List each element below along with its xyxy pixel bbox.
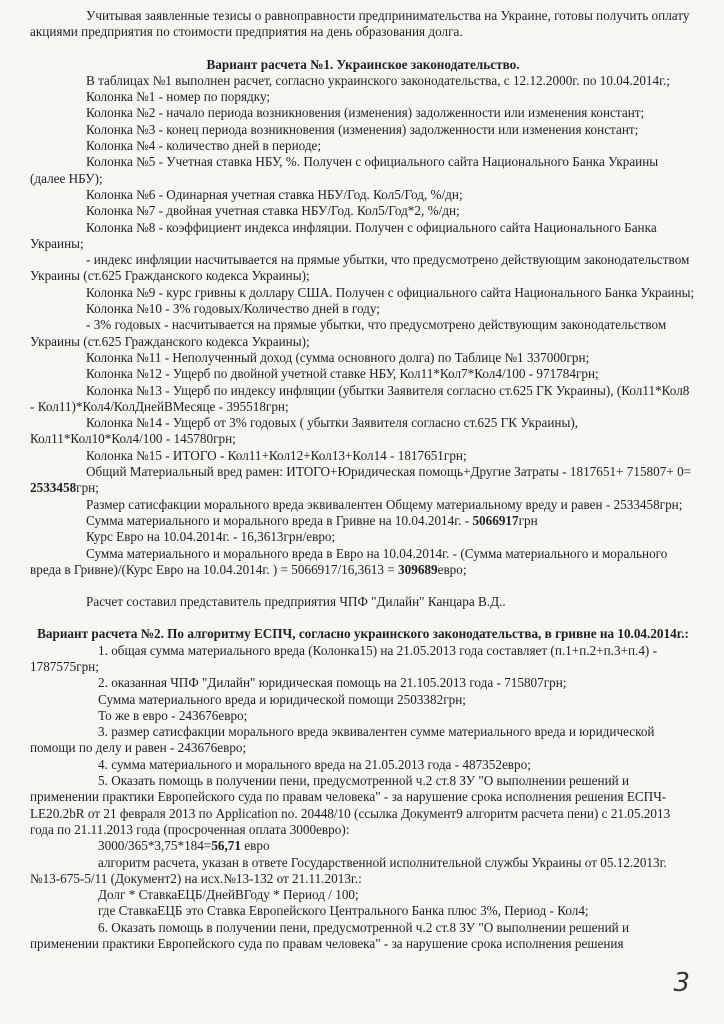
v1-line: Колонка №9 - курс гривны к доллару США. Получен с официального сайта Национального Банка Украины; bbox=[86, 284, 695, 300]
sum-euro-line bbox=[30, 546, 696, 579]
v1-line: Колонка №12 - Ущерб по двойной учетной ставке НБУ, Кол11*Кол7*Кол4/100 - 971784грн; bbox=[86, 366, 599, 382]
v2-item-5: 5. Оказать помощь в получении пени, предусмотренной ч.2 ст.8 ЗУ "О выполнении решений и применении практики Европейского суда по правам человека" - за нарушение срока исполнения решения ЕСПЧ-LE20.2bR от 21 февраля 2013 по Application no. 20448/10 (ссылка Документ9 алгоритм расчета пени) с 21.05.2013 года по 21.11.2013 года (просроченная оплата 3000евро): bbox=[30, 773, 671, 837]
sum-unit: грн bbox=[518, 512, 538, 528]
v2-item-1: 1. общая сумма материального вреда (Колонка15) на 21.05.2013 года составляет (п.1+п.2+п.3+п.4) - 1787575грн; bbox=[30, 642, 658, 674]
formula-text: 3000/365*3,75*184= bbox=[98, 838, 212, 854]
penalty-formula bbox=[30, 838, 696, 854]
v2-item-4: 4. сумма материального и морального вреда на 21.05.2013 года - 487352евро; bbox=[98, 756, 531, 772]
v1-line: Колонка №14 - Ущерб от 3% годовых ( убытки Заявителя согласно ст.625 ГК Украины), Кол11*Кол10*Кол4/100 - 145780грн; bbox=[30, 415, 579, 447]
v1-line: Колонка №8 - коэффициент индекса инфляции. Получен с официального сайта Национального Банка Украины; bbox=[30, 219, 657, 251]
author-line: Расчет составил представитель предприятия ЧПФ "Дилайн" Канцара В.Д.. bbox=[86, 594, 506, 610]
formula-unit: евро bbox=[240, 838, 270, 854]
sum-text: Сумма материального и морального вреда в Гривне на 10.04.2014г. - bbox=[86, 512, 473, 528]
v1-line: Колонка №13 - Ущерб по индексу инфляции (убытки Заявителя согласно ст.625 ГК Украины), (Кол11*Кол8 - Кол11)*Кол4/КолДнейВМесяце - 395518грн; bbox=[30, 382, 690, 414]
v2-item-2: 2. оказанная ЧПФ "Дилайн" юридическая помощь на 21.105.2013 года - 715807грн; bbox=[98, 675, 567, 691]
v2-item-2b: Сумма материального вреда и юридической помощи 2503382грн; bbox=[98, 691, 466, 707]
page-number: 3 bbox=[673, 968, 690, 998]
euro-unit: евро; bbox=[437, 561, 467, 577]
euro-text: Сумма материального и морального вреда в Евро на 10.04.2014г. - (Сумма материального и морального вреда в Гривне)/(Курс Евро на 10.04.2014г. ) = 5066917/16,3613 = bbox=[30, 545, 668, 577]
sum-uah-line bbox=[30, 513, 696, 529]
v2-item-3: 3. размер сатисфакции морального вреда эквивалентен сумме материального вреда и юридической помощи по делу и равен - 243676евро; bbox=[30, 724, 655, 756]
total-text: Общий Материальный вред рамен: ИТОГО+Юридическая помощь+Другие Затраты - 1817651+ 715807+ 0= bbox=[86, 464, 692, 480]
intro-paragraph: Учитывая заявленные тезисы о равноправности предпринимательства на Украине, готовы получить оплату акциями предприятия по стоимости предприятия на день образования долга. bbox=[30, 8, 690, 40]
v1-line: Колонка №10 - 3% годовых/Количество дней в году; bbox=[86, 301, 380, 317]
algorithm-note: алгоритм расчета, указан в ответе Государственной исполнительной службы Украины от 05.12.2013г. №13-675-5/11 (Документ2) на исх.№13-132 от 21.11.2013г.: bbox=[30, 854, 667, 886]
v1-line: В таблицах №1 выполнен расчет, согласно украинского законодательства, с 12.12.2000г. по 10.04.2014г.; bbox=[86, 72, 670, 88]
v1-line: Колонка №3 - конец периода возникновения (изменения) задолженности или изменения констант; bbox=[86, 121, 639, 137]
v1-line: Колонка №11 - Неполученный доход (сумма основного долга) по Таблице №1 337000грн; bbox=[86, 349, 590, 365]
variant2-heading: Вариант расчета №2. По алгоритму ЕСПЧ, согласно украинского законодательства, в гривне на 10.04.2014г.: bbox=[37, 626, 689, 642]
variant1-heading: Вариант расчета №1. Украинское законодательство. bbox=[206, 56, 520, 72]
v1-line: Колонка №15 - ИТОГО - Кол11+Кол12+Кол13+Кол14 - 1817651грн; bbox=[86, 447, 467, 463]
v1-line: - индекс инфляции насчитывается на прямые убытки, что предусмотрено действующим законодательством Украины (ст.625 Гражданского кодекса Украины); bbox=[30, 252, 690, 284]
sum-value: 5066917 bbox=[472, 512, 519, 528]
v1-line: Колонка №1 - номер по порядку; bbox=[86, 89, 271, 105]
where-note: где СтавкаЕЦБ это Ставка Европейского Центрального Банка плюс 3%, Период - Кол4; bbox=[98, 903, 589, 919]
v1-line: Колонка №7 - двойная учетная ставка НБУ/Год. Кол5/Год*2, %/дн; bbox=[86, 203, 460, 219]
v1-line: Колонка №4 - количество дней в периоде; bbox=[86, 138, 322, 154]
moral-harm-line: Размер сатисфакции морального вреда эквивалентен Общему материальному вреду и равен - 2533458грн; bbox=[86, 496, 683, 512]
v2-item-2c: То же в евро - 243676евро; bbox=[98, 707, 248, 723]
v1-line: Колонка №5 - Учетная ставка НБУ, %. Получен с официального сайта Национального Банка Украины (далее НБУ); bbox=[30, 154, 659, 186]
total-unit: грн; bbox=[76, 480, 99, 496]
total-material-harm bbox=[30, 464, 696, 497]
debt-formula: Долг * СтавкаЕЦБ/ДнейВГоду * Период / 100; bbox=[98, 887, 359, 903]
v1-line: - 3% годовых - насчитывается на прямые убытки, что предусмотрено действующим законодательством Украины (ст.625 Гражданского кодекса Украины); bbox=[30, 317, 667, 349]
total-value: 2533458 bbox=[30, 480, 77, 496]
euro-rate-line: Курс Евро на 10.04.2014г. - 16,3613грн/евро; bbox=[86, 529, 336, 545]
formula-value: 56,71 bbox=[211, 838, 241, 854]
v1-line: Колонка №6 - Одинарная учетная ставка НБУ/Год. Кол5/Год, %/дн; bbox=[86, 186, 463, 202]
euro-value: 309689 bbox=[398, 561, 438, 577]
v1-line: Колонка №2 - начало периода возникновения (изменения) задолженности или изменения констант; bbox=[86, 105, 645, 121]
v2-item-6: 6. Оказать помощь в получении пени, предусмотренной ч.2 ст.8 ЗУ "О выполнении решений и применении практики Европейского суда по правам человека" - за нарушение срока исполнения решения bbox=[30, 919, 630, 952]
